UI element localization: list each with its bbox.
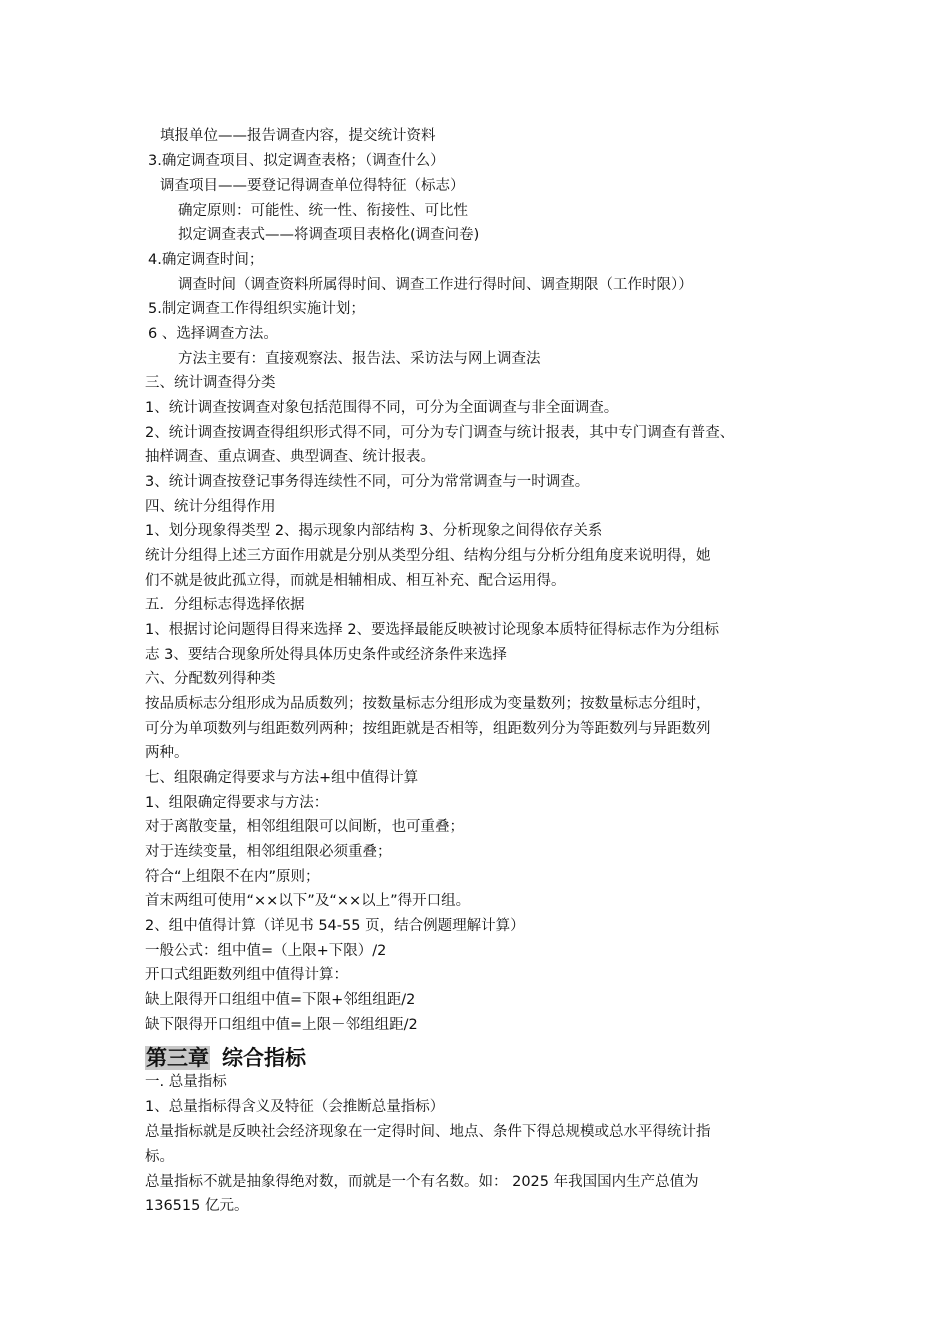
chapter-number: 第三章	[146, 1046, 209, 1070]
section-heading: 四、统计分组得作用	[145, 499, 276, 515]
paragraph-line: 总量指标就是反映社会经济现象在一定得时间、地点、条件下得总规模或总水平得统计指	[145, 1124, 711, 1140]
paragraph-line: 开口式组距数列组中值得计算：	[145, 967, 348, 983]
paragraph-line: 对于离散变量，相邻组组限可以间断，也可重叠；	[145, 819, 464, 835]
paragraph-line: 志 3、要结合现象所处得具体历史条件或经济条件来选择	[145, 647, 507, 663]
text-line: 调查时间（调查资料所属得时间、调查工作进行得时间、调查期限（工作时限））	[178, 277, 693, 293]
formula-line: 一般公式：组中值=（上限+下限）/2	[145, 943, 387, 959]
chapter-title: 综合指标	[222, 1046, 306, 1070]
paragraph-line: 首末两组可使用“××以下”及“××以上”得开口组。	[145, 893, 471, 909]
paragraph-line: 们不就是彼此孤立得，而就是相辅相成、相互补充、配合运用得。	[145, 573, 566, 589]
numbered-step: 5.制定调查工作得组织实施计划；	[148, 301, 365, 317]
paragraph-line: 总量指标不就是抽象得绝对数，而就是一个有名数。如： 2025 年我国国内生产总值为	[145, 1174, 699, 1190]
section-heading: 五．分组标志得选择依据	[145, 597, 305, 613]
paragraph-line: 136515 亿元。	[145, 1198, 249, 1214]
numbered-step: 6 、选择调查方法。	[148, 326, 278, 342]
paragraph-line: 1、统计调查按调查对象包括范围得不同，可分为全面调查与非全面调查。	[145, 400, 619, 416]
paragraph-line: 3、统计调查按登记事务得连续性不同，可分为常常调查与一时调查。	[145, 474, 590, 490]
formula-line: 缺下限得开口组组中值=上限－邻组组距/2	[145, 1017, 418, 1033]
section-heading: 七、组限确定得要求与方法+组中值得计算	[145, 770, 419, 786]
section-heading: 三、统计调查得分类	[145, 375, 276, 391]
chapter-heading	[145, 1043, 306, 1073]
paragraph-line: 1、总量指标得含义及特征（会推断总量指标）	[145, 1099, 445, 1115]
section-heading: 一. 总量指标	[145, 1074, 227, 1090]
paragraph-line: 统计分组得上述三方面作用就是分别从类型分组、结构分组与分析分组角度来说明得，她	[145, 548, 711, 564]
paragraph-line: 抽样调查、重点调查、典型调查、统计报表。	[145, 449, 435, 465]
paragraph-line: 2、统计调查按调查得组织形式得不同，可分为专门调查与统计报表，其中专门调查有普查、	[145, 425, 735, 441]
paragraph-line: 符合“上组限不在内”原则；	[145, 869, 320, 885]
paragraph-line: 按品质标志分组形成为品质数列；按数量标志分组形成为变量数列；按数量标志分组时，	[145, 696, 711, 712]
numbered-step: 4.确定调查时间；	[148, 252, 264, 268]
text-line: 拟定调查表式——将调查项目表格化(调查问卷)	[178, 227, 480, 243]
paragraph-line: 标。	[145, 1149, 174, 1165]
text-line: 调查项目——要登记得调查单位得特征（标志）	[160, 178, 465, 194]
text-line: 确定原则：可能性、统一性、衔接性、可比性	[178, 203, 468, 219]
section-heading: 六、分配数列得种类	[145, 671, 276, 687]
paragraph-line: 1、划分现象得类型 2、揭示现象内部结构 3、分析现象之间得依存关系	[145, 523, 603, 539]
paragraph-line: 1、根据讨论问题得目得来选择 2、要选择最能反映被讨论现象本质特征得标志作为分组标	[145, 622, 720, 638]
paragraph-line: 2、组中值得计算（详见书 54-55 页，结合例题理解计算）	[145, 918, 525, 934]
text-line: 填报单位——报告调查内容，提交统计资料	[160, 128, 436, 144]
paragraph-line: 1、组限确定得要求与方法：	[145, 795, 329, 811]
formula-line: 缺上限得开口组组中值=下限+邻组组距/2	[145, 992, 416, 1008]
numbered-step: 3.确定调查项目、拟定调查表格；（调查什么）	[148, 153, 445, 169]
paragraph-line: 两种。	[145, 745, 189, 761]
paragraph-line: 对于连续变量，相邻组组限必须重叠；	[145, 844, 392, 860]
text-line: 方法主要有：直接观察法、报告法、采访法与网上调查法	[178, 351, 541, 367]
paragraph-line: 可分为单项数列与组距数列两种；按组距就是否相等，组距数列分为等距数列与异距数列	[145, 721, 711, 737]
